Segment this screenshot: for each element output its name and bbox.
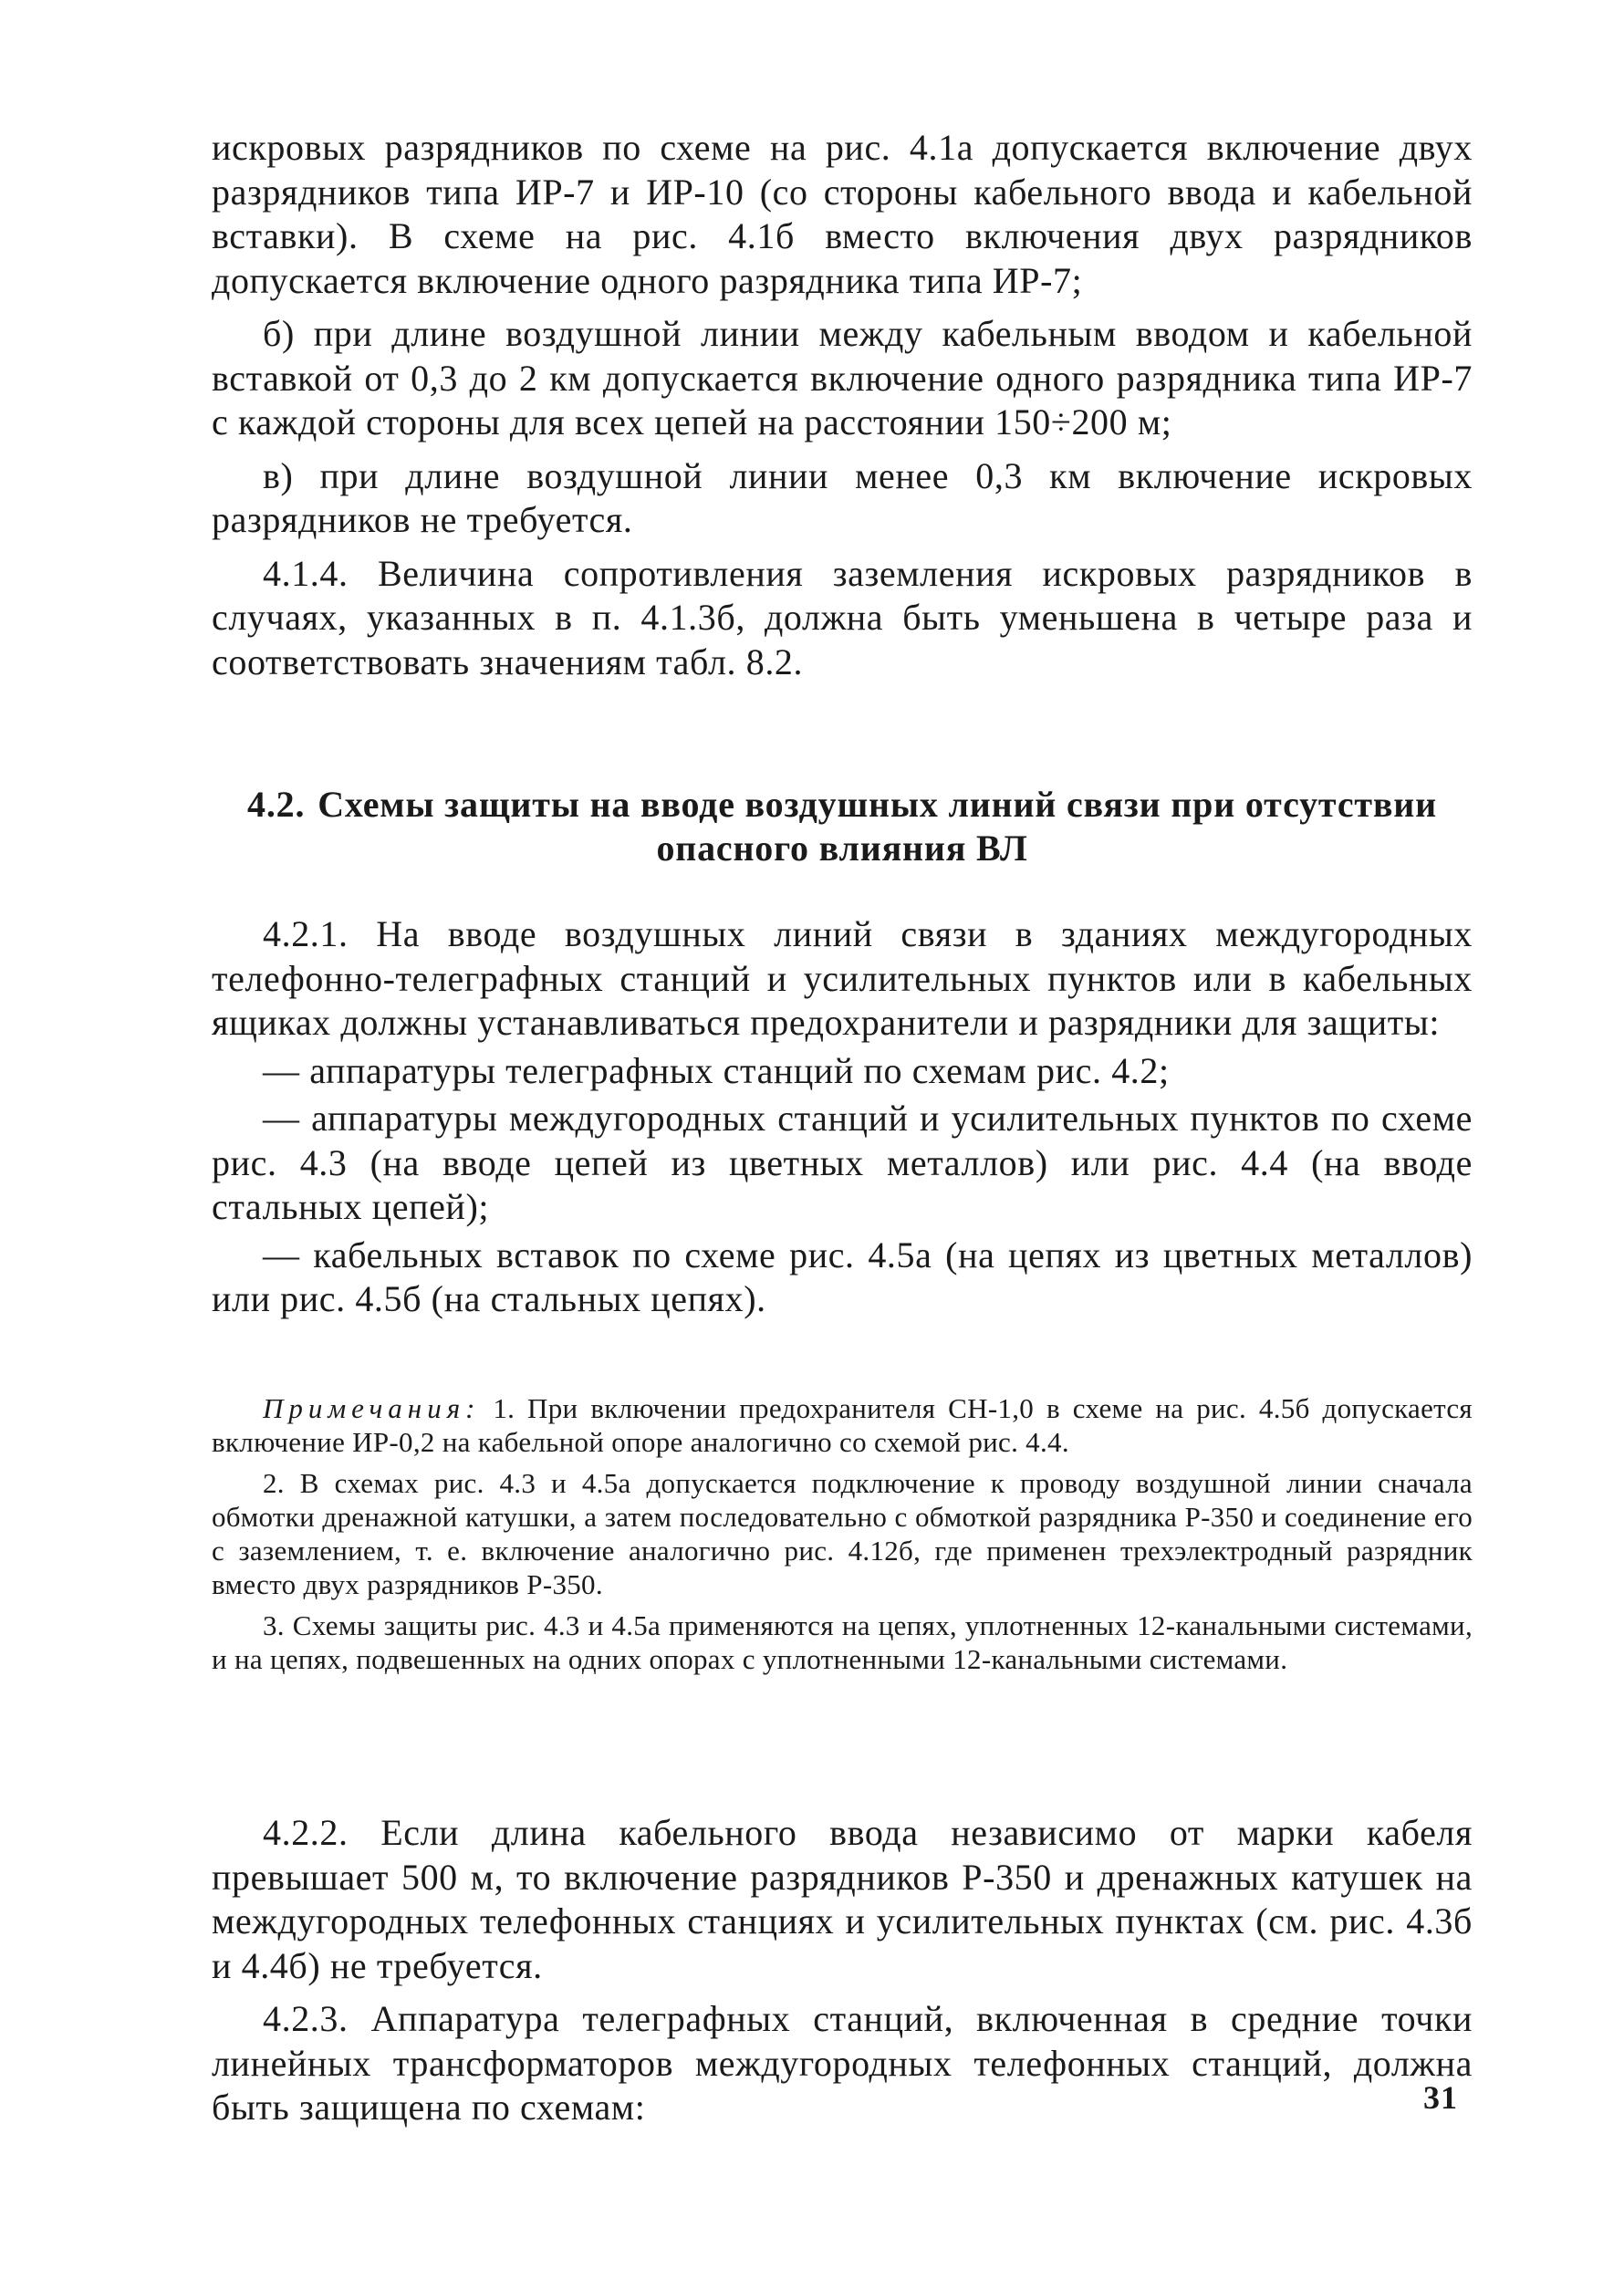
list-item-intercity: — аппаратуры междугородных станций и усилительных пунктов по схеме рис. 4.3 (на вводе цепей из цветных металлов) или рис. 4.4 (на вводе стальных цепей); <box>212 1098 1473 1227</box>
section-body <box>212 912 1473 1326</box>
note-1-text: 1. При включении предохранителя СН-1,0 в схеме на рис. 4.5б допускается включение ИР-0,2 на кабельной опоре аналогично со схемой рис. 4.4. <box>212 1392 1473 1458</box>
paragraph-item-b: б) при длине воздушной линии между кабельным вводом и кабельной вставкой от 0,3 до 2 км допускается включение одного разрядника типа ИР-7 с каждой стороны для всех цепей на расстоянии 150÷200 м; <box>212 313 1473 442</box>
paragraph-4-2-3: 4.2.3. Аппаратура телеграфных станций, включенная в средние точки линейных трансформаторов междугородных телефонных станций, должна быть защищена по схемам: <box>212 1998 1473 2128</box>
note-3: 3. Схемы защиты рис. 4.3 и 4.5а применяются на цепях, уплотненных 12-канальными системами, и на цепях, подвешенных на одних опорах с уплотненными 12-канальными системами. <box>212 1609 1473 1675</box>
bottom-text-block <box>212 1811 1473 2139</box>
section-heading <box>212 783 1473 870</box>
page-number: 31 <box>1423 2079 1458 2116</box>
note-2: 2. В схемах рис. 4.3 и 4.5а допускается подключение к проводу воздушной линии сначала обмотки дренажной катушки, а затем последовательно с обмоткой разрядника Р-350 и соединение его с заземлением, т. е. включение аналогично рис. 4.12б, где применен трехэлектродный разрядник вместо двух разрядников Р-350. <box>212 1467 1473 1600</box>
paragraph-4-1-4: 4.1.4. Величина сопротивления заземления искровых разрядников в случаях, указанных в п. 4.1.3б, должна быть уменьшена в четыре раза и соответствовать значениям табл. 8.2. <box>212 552 1473 682</box>
note-1 <box>212 1391 1473 1459</box>
paragraph-continuation: искровых разрядников по схеме на рис. 4.1а допускается включение двух разрядников типа ИР-7 и ИР-10 (со стороны кабельного ввода и кабельной вставки). В схеме на рис. 4.1б вместо включения двух разрядников допускается включение одного разрядника типа ИР-7; <box>212 127 1473 301</box>
paragraph-4-2-2: 4.2.2. Если длина кабельного ввода независимо от марки кабеля превышает 500 м, то включение разрядников Р-350 и дренажных катушек на междугородных телефонных станциях и усилительных пунктах (см. рис. 4.3б и 4.4б) не требуется. <box>212 1812 1473 1986</box>
list-item-telegraph: — аппаратуры телеграфных станций по схемам рис. 4.2; <box>263 1049 1170 1091</box>
notes-label: Примечания: <box>263 1392 481 1424</box>
top-text-block <box>212 126 1473 693</box>
section-number: 4.2. <box>247 784 306 825</box>
paragraph-item-v: в) при длине воздушной линии менее 0,3 км включение искровых разрядников не требуется. <box>212 454 1473 540</box>
notes-block <box>212 1391 1473 1683</box>
list-item-cable-inserts: — кабельных вставок по схеме рис. 4.5а (на цепях из цветных металлов) или рис. 4.5б (на стальных цепях). <box>212 1234 1473 1319</box>
section-title: Схемы защиты на вводе воздушных линий связи при отсутствии опасного влияния ВЛ <box>318 784 1437 869</box>
paragraph-4-2-1: 4.2.1. На вводе воздушных линий связи в зданиях междугородных телефонно-телеграфных станций и усилительных пунктов или в кабельных ящиках должны устанавливаться предохранители и разрядники для защиты: <box>212 913 1473 1043</box>
